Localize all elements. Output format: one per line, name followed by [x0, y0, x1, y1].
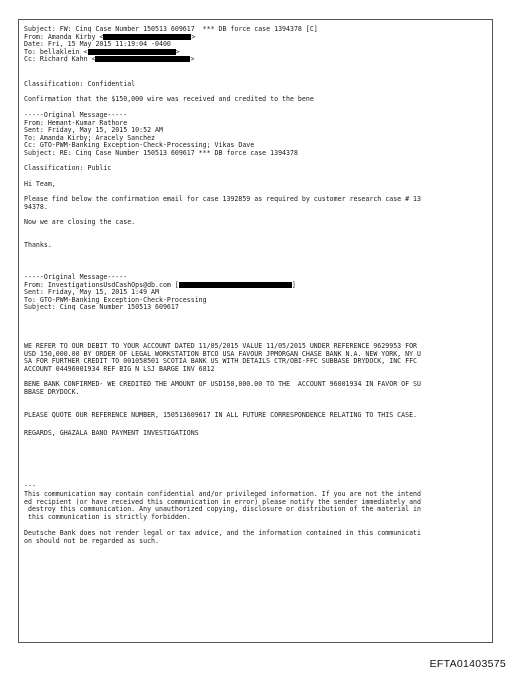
email-to: To: bellaklein < >: [24, 47, 180, 56]
debit-line: SA FOR FURTHER CREDIT TO 001058501 SCOTIA BANK US WITH DETAILS CTR/OBI-FFC SUBBASE DRYDOCK, INC FFC: [24, 357, 418, 365]
advice-line: on should not be regarded as such.: [24, 536, 159, 545]
redaction-bar: [95, 56, 190, 62]
classification-public: Classification: Public: [24, 164, 112, 172]
email-cc: Cc: Richard Kahn < >: [24, 55, 195, 63]
thanks-line: Thanks.: [24, 241, 52, 249]
body-line: 94378.: [24, 202, 48, 211]
classification-confidential: Classification: Confidential: [24, 80, 136, 88]
bene-line: BENE BANK CONFIRMED- WE CREDITED THE AMOUNT OF USD150,000.00 TO THE ACCOUNT 96001934 IN FAVOR OF SU: [24, 380, 421, 388]
regards-line: REGARDS, GHAZALA BANO PAYMENT INVESTIGATIONS: [24, 429, 199, 437]
bates-number: EFTA01403575: [429, 658, 506, 670]
orig2-to: To: GTO-PWM-Banking Exception-Check-Processing: [24, 295, 207, 304]
bene-line: BBASE DRYDOCK.: [24, 387, 80, 396]
orig1-sent: Sent: Friday, May 15, 2015 10:52 AM: [24, 126, 163, 134]
redaction-bar: [179, 282, 292, 288]
advice-line: Deutsche Bank does not render legal or tax advice, and the information contained in this communicati: [24, 529, 421, 537]
confirmation-text: Confirmation that the $150,000 wire was received and credited to the bene: [24, 95, 314, 103]
disclaimer-line: ed recipient (or have received this communication in error) please notify the sender immediately and: [24, 497, 421, 506]
orig2-from: From: InvestigationsUsdCashOps@db.com [ ]: [24, 280, 296, 289]
document-page: [18, 19, 493, 643]
email-from: From: Amanda Kirby < >: [24, 32, 196, 41]
email-date: Date: Fri, 15 May 2015 11:19:04 -0400: [24, 40, 171, 48]
orig1-to: To: Amanda Kirby; Aracely Sanchez: [24, 133, 156, 142]
orig2-subject: Subject: Cinq Case Number 150513 609617: [24, 303, 179, 311]
closing-line: Now we are closing the case.: [24, 218, 136, 226]
disclaimer-line: This communication may contain confidential and/or privileged information. If you are not the intend: [24, 490, 421, 498]
orig1-subject: Subject: RE: Cinq Case Number 150513 609617 *** DB force case 1394378: [24, 148, 298, 157]
email-subject: Subject: FW: Cinq Case Number 150513 609617 *** DB force case 1394378 [C]: [24, 25, 318, 33]
debit-line: WE REFER TO OUR DEBIT TO YOUR ACCOUNT DATED 11/05/2015 VALUE 11/05/2015 UNDER REFERENCE 9629953 FOR: [24, 342, 418, 350]
original-message-divider: -----Original Message-----: [24, 111, 128, 119]
greeting: Hi Team,: [24, 180, 56, 188]
quote-reference: PLEASE QUOTE OUR REFERENCE NUMBER, 150513609617 IN ALL FUTURE CORRESPONDENCE RELATING TO THIS CASE.: [24, 411, 418, 419]
redaction-bar: [88, 49, 176, 55]
body-line: Please find below the confirmation email for case 1392859 as required by customer research case # 13: [24, 195, 421, 203]
signature-divider: ---: [24, 482, 36, 490]
original-message-divider: -----Original Message-----: [24, 273, 128, 281]
orig1-from: From: Hemant-Kumar Rathore: [24, 118, 128, 127]
debit-line: ACCOUNT 04496001934 REF BIG N LSJ BARGE INV 6812: [24, 364, 215, 373]
debit-line: USD 150,000.00 BY ORDER OF LEGAL WORKSTATION BTCO USA FAVOUR JPMORGAN CHASE BANK N.A. NEW YORK, NY U: [24, 349, 421, 358]
disclaimer-line: this communication is strictly forbidden.: [24, 512, 191, 521]
orig2-sent: Sent: Friday, May 15, 2015 1:49 AM: [24, 288, 159, 296]
redaction-bar: [103, 34, 191, 40]
orig1-cc: Cc: GTO-PWM-Banking Exception-Check-Processing; Vikas Dave: [24, 141, 255, 149]
disclaimer-line: destroy this communication. Any unauthorized copying, disclosure or distribution of the material in: [24, 505, 421, 513]
